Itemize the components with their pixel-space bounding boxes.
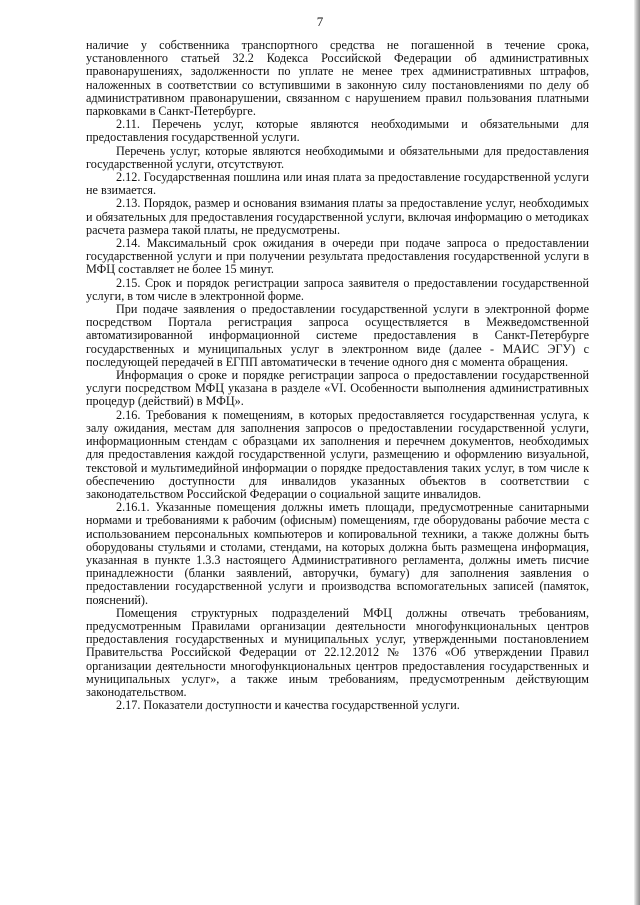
paragraph-2-15-electronic: При подаче заявления о предоставлении государственной услуги в электронной форме посредством Портала регистрация запроса осуществляется в Межведомственной автоматизированной информационной системе предоставления в Санкт-Петербурге государственных и муниципальных услуг в электронном виде (далее - МАИС ЭГУ) с последующей передачей в ЕГПП автоматически в течение одного дня с момента обращения. [86,302,589,369]
page-edge-shadow [634,0,640,905]
paragraph-2-14: 2.14. Максимальный срок ожидания в очереди при подаче запроса о предоставлении государственной услуги и при получении результата предоставления государственной услуги в МФЦ составляет не более 15 минут. [86,236,589,277]
paragraph-2-15-mfc: Информация о сроке и порядке регистрации запроса о предоставлении государственной услуги посредством МФЦ указана в разделе «VI. Особенности выполнения административных процедур (действий) в МФЦ». [86,368,589,409]
paragraph-2-16: 2.16. Требования к помещениям, в которых предоставляется государственная услуга, к залу ожидания, местам для заполнения запросов о предоставлении государственной услуги, информационным стендам с образцами их заполнения и перечнем документов, необходимых для предоставления каждой государственной услуги, размещению и оформлению визуальной, текстовой и мультимедийной информации о порядке предоставления таких услуг, в том числе к обеспечению доступности для инвалидов указанных объектов в соответствии с законодательством Российской Федерации о социальной защите инвалидов. [86,407,589,501]
paragraph-2-16-1-mfc: Помещения структурных подразделений МФЦ должны отвечать требованиям, предусмотренным Правилами организации деятельности многофункциональных центров предоставления государственных и муниципальных услуг, утвержденными постановлением Правительства Российской Федерации от 22.12.2012 № 1376 «Об утверждении Правил организации деятельности многофункциональных центров предоставления государственных и муниципальных услуг», а также иным требованиям, предусмотренным действующим законодательством. [86,605,589,699]
paragraph-2-12: 2.12. Государственная пошлина или иная плата за предоставление государственной услуги не взимается. [86,170,589,198]
paragraph-2-15: 2.15. Срок и порядок регистрации запроса заявителя о предоставлении государственной услуги, в том числе в электронной форме. [86,275,589,303]
paragraph-2-16-1: 2.16.1. Указанные помещения должны иметь площади, предусмотренные санитарными нормами и требованиями к рабочим (офисным) помещениям, где оборудованы рабочие места с использованием персональных компьютеров и копировальной техники, а также должны быть оборудованы стульями и столами, стендами, на которых должна быть размещена информация, указанная в пункте 1.3.3 настоящего Административного регламента, должны иметь писчие принадлежности (бланки заявлений, авторучки, бумагу) для заполнения заявления о предоставлении государственной услуги и производства вспомогательных записей (памяток, пояснений). [86,500,589,607]
paragraph-2-11-text: Перечень услуг, которые являются необходимыми и обязательными для предоставления государственной услуги, отсутствуют. [86,143,589,171]
paragraph-2-17: 2.17. Показатели доступности и качества государственной услуги. [116,698,460,713]
document-body [86,39,589,712]
paragraph-continuation: наличие у собственника транспортного средства не погашенной в течение срока, установленного статьей 32.2 Кодекса Российской Федерации об административных правонарушениях, задолженности по уплате не менее трех административных штрафов, наложенных в соответствии со вступившими в законную силу постановлениями по делу об административном правонарушении, связанном с нарушением правил пользования платными парковками в Санкт-Петербурге. [86,38,589,119]
page-number: 7 [316,14,324,29]
paragraph-2-13: 2.13. Порядок, размер и основания взимания платы за предоставление услуг, необходимых и обязательных для предоставления государственной услуги, включая информацию о методиках расчета размера такой платы, не предусмотрены. [86,196,589,237]
paragraph-2-11: 2.11. Перечень услуг, которые являются необходимыми и обязательными для предоставления государственной услуги. [86,117,589,145]
